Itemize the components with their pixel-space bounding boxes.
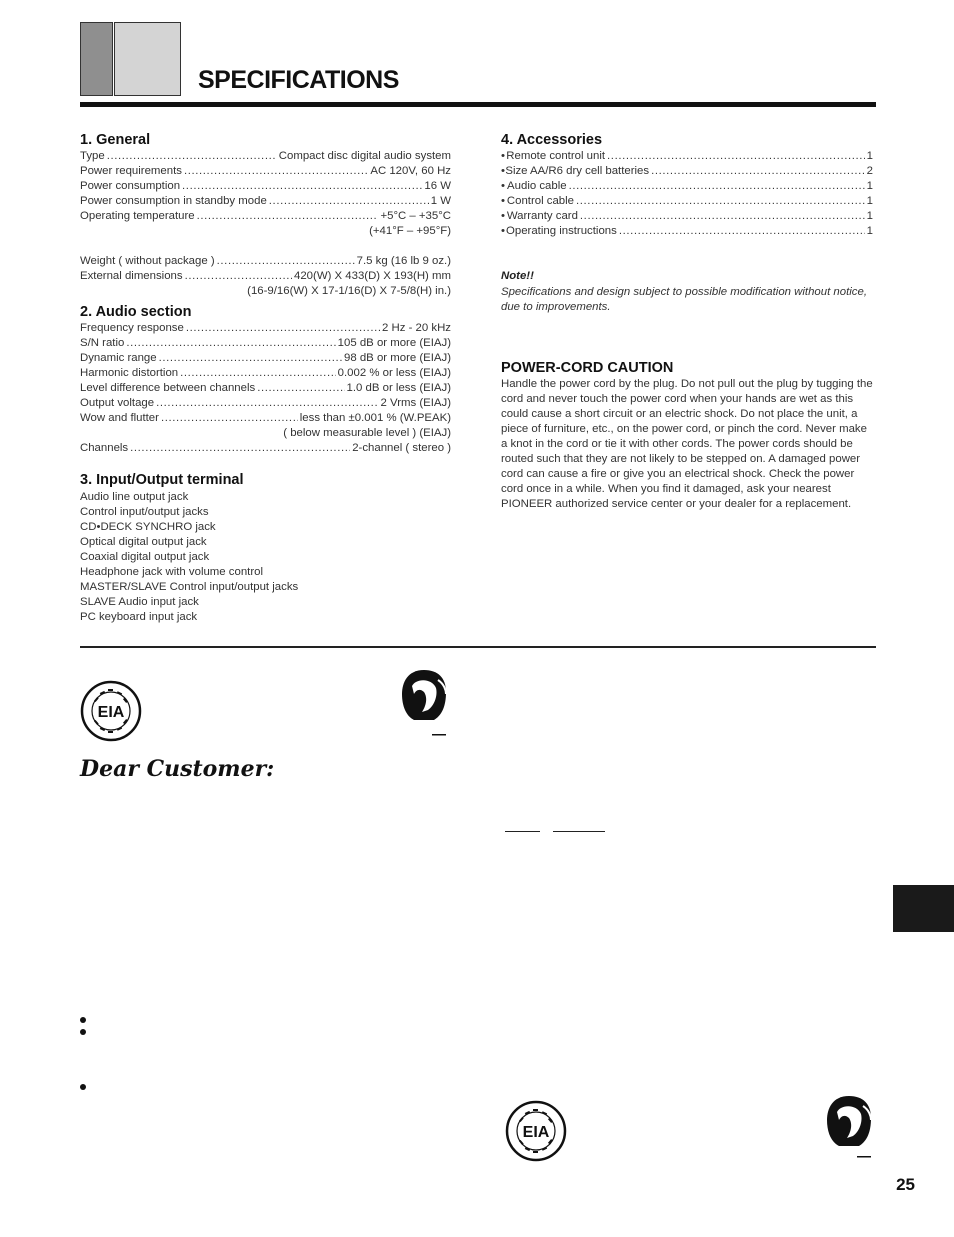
accessories-heading: 4. Accessories xyxy=(501,132,603,148)
spec-row xyxy=(80,351,451,366)
spec-label: Output voltage xyxy=(80,397,155,409)
spec-label: Power requirements xyxy=(80,165,182,177)
spec-value: AC 120V, 60 Hz xyxy=(370,165,451,177)
spec-row xyxy=(80,426,451,441)
page-title: SPECIFICATIONS xyxy=(198,66,399,94)
bullet-dot xyxy=(80,1029,86,1035)
spec-label: Wow and flutter xyxy=(80,412,159,424)
spec-value: ( below measurable level ) (EIAJ) xyxy=(283,427,451,439)
dot-leader xyxy=(580,209,865,224)
general-heading: 1. General xyxy=(80,132,151,148)
side-tab-marker xyxy=(893,885,954,932)
headphone-ear-icon xyxy=(398,666,450,738)
spec-row xyxy=(80,179,451,194)
accessory-quantity: 1 xyxy=(866,180,873,192)
bullet-marker: • xyxy=(501,195,505,207)
spec-value: 105 dB or more (EIAJ) xyxy=(337,337,451,349)
spec-label: Harmonic distortion xyxy=(80,367,179,379)
dot-leader xyxy=(576,194,865,209)
io-terminal-item: Audio line output jack xyxy=(80,491,189,503)
dot-leader xyxy=(607,149,865,164)
spec-value: 420(W) X 433(D) X 193(H) mm xyxy=(294,270,451,282)
spec-label: Weight ( without package ) xyxy=(80,255,215,267)
spec-row xyxy=(80,149,451,164)
io-terminal-item: SLAVE Audio input jack xyxy=(80,596,199,608)
spec-label: Dynamic range xyxy=(80,352,157,364)
dot-leader xyxy=(126,336,335,351)
spec-label: Operating temperature xyxy=(80,210,195,222)
dot-leader xyxy=(107,149,277,164)
audio-heading: 2. Audio section xyxy=(80,304,192,320)
accessory-row xyxy=(501,194,873,209)
spec-row xyxy=(80,411,451,426)
underline-mark xyxy=(505,831,540,832)
bullet-dot xyxy=(80,1084,86,1090)
accessory-label: Warranty card xyxy=(506,210,578,222)
accessory-label: Control cable xyxy=(506,195,575,207)
spec-value: less than ±0.001 % (W.PEAK) xyxy=(299,412,451,424)
io-terminal-item: Coaxial digital output jack xyxy=(80,551,210,563)
spec-value: 98 dB or more (EIAJ) xyxy=(344,352,451,364)
power-cord-caution-heading: POWER-CORD CAUTION xyxy=(501,360,674,376)
spec-value: +5°C – +35°C xyxy=(380,210,451,222)
bullet-marker: • xyxy=(501,150,505,162)
spec-value: 1.0 dB or less (EIAJ) xyxy=(346,382,451,394)
section-divider xyxy=(80,646,876,648)
io-terminal-item: Headphone jack with volume control xyxy=(80,566,263,578)
accessory-row xyxy=(501,209,873,224)
spec-label: Level difference between channels xyxy=(80,382,256,394)
spec-label: Frequency response xyxy=(80,322,184,334)
dot-leader xyxy=(185,269,292,284)
spec-row xyxy=(80,366,451,381)
io-terminal-item: Optical digital output jack xyxy=(80,536,207,548)
eia-logo-text: EIA xyxy=(522,1124,550,1141)
accessory-quantity: 2 xyxy=(866,165,873,177)
io-terminal-item: PC keyboard input jack xyxy=(80,611,198,623)
accessory-row xyxy=(501,179,873,194)
note-heading: Note!! xyxy=(501,270,534,282)
note-text: Specifications and design subject to possible modification without notice, due to improvements. xyxy=(501,286,867,313)
accessory-quantity: 1 xyxy=(866,210,873,222)
spec-row xyxy=(80,381,451,396)
eia-logo-text: EIA xyxy=(97,704,125,721)
spec-value: 0.002 % or less (EIAJ) xyxy=(337,367,451,379)
dot-leader xyxy=(619,224,865,239)
dot-leader xyxy=(159,351,342,366)
dot-leader xyxy=(197,209,379,224)
dot-leader xyxy=(130,441,350,456)
spec-row xyxy=(80,336,451,351)
accessory-label: Remote control unit xyxy=(506,150,606,162)
dot-leader xyxy=(184,164,368,179)
spec-value: 7.5 kg (16 lb 9 oz.) xyxy=(356,255,451,267)
spec-row xyxy=(80,284,451,299)
accessory-label: Operating instructions xyxy=(506,225,617,237)
dot-leader xyxy=(269,194,429,209)
accessory-quantity: 1 xyxy=(866,225,873,237)
dot-leader xyxy=(161,411,298,426)
accessory-quantity: 1 xyxy=(866,195,873,207)
spec-row xyxy=(80,209,451,224)
bullet-marker: • xyxy=(501,165,505,177)
accessory-row xyxy=(501,149,873,164)
spec-label: Power consumption in standby mode xyxy=(80,195,267,207)
dear-customer-heading: Dear Customer: xyxy=(80,756,275,782)
io-terminal-item: Control input/output jacks xyxy=(80,506,209,518)
spec-row xyxy=(80,321,451,336)
spec-value: Compact disc digital audio system xyxy=(278,150,451,162)
spec-label: Type xyxy=(80,150,105,162)
dot-leader xyxy=(156,396,378,411)
dot-leader xyxy=(651,164,865,179)
spec-row xyxy=(80,164,451,179)
dot-leader xyxy=(182,179,422,194)
spec-row xyxy=(80,396,451,411)
spec-label: Channels xyxy=(80,442,129,454)
spec-value: 2 Hz - 20 kHz xyxy=(382,322,451,334)
dot-leader xyxy=(257,381,344,396)
dot-leader xyxy=(186,321,380,336)
io-heading: 3. Input/Output terminal xyxy=(80,472,244,488)
spec-row xyxy=(80,224,451,239)
bullet-marker: • xyxy=(501,180,505,192)
spec-value: 16 W xyxy=(424,180,451,192)
spec-value: (16-9/16(W) X 17-1/16(D) X 7-5/8(H) in.) xyxy=(247,285,451,297)
headphone-ear-icon-bottom xyxy=(823,1092,875,1164)
eia-logo xyxy=(80,680,142,742)
spec-label: External dimensions xyxy=(80,270,183,282)
page-number: 25 xyxy=(896,1175,915,1194)
dot-leader xyxy=(217,254,355,269)
header-rule xyxy=(80,102,876,107)
spec-row xyxy=(80,441,451,456)
spec-value: 2 Vrms (EIAJ) xyxy=(380,397,451,409)
spec-row xyxy=(80,194,451,209)
accessory-quantity: 1 xyxy=(866,150,873,162)
spec-value: 1 W xyxy=(430,195,451,207)
spec-value: 2-channel ( stereo ) xyxy=(352,442,451,454)
dot-leader xyxy=(569,179,865,194)
spec-value: (+41°F – +95°F) xyxy=(369,225,451,237)
spec-row xyxy=(80,269,451,284)
spec-label: S/N ratio xyxy=(80,337,125,349)
spec-row xyxy=(80,254,451,269)
bullet-marker: • xyxy=(501,225,505,237)
bullet-dot xyxy=(80,1017,86,1023)
underline-mark xyxy=(553,831,605,832)
accessory-label: Audio cable xyxy=(507,180,567,192)
power-cord-caution-text: Handle the power cord by the plug. Do not pull out the plug by tugging the cord and never touch the power cord when your hands are wet as this could cause a short circuit or an electric shock. Do not place the unit, a piece of furniture, etc., on the power cord, or pinch the cord. Never make a knot in the cord or tie it with other cords. The power cords should be routed such that they are not likely to be stepped on. A damaged power cord can cause a fire or give you an electrical shock. Check the power cord once in a while. When you find it damaged, ask your nearest PIONEER authorized service center or your dealer for a replacement. xyxy=(501,378,873,510)
eia-logo-bottom xyxy=(505,1100,567,1162)
accessory-row xyxy=(501,164,873,179)
header-block-dark xyxy=(80,22,113,96)
dot-leader xyxy=(180,366,336,381)
bullet-marker: • xyxy=(501,210,505,222)
io-terminal-item: MASTER/SLAVE Control input/output jacks xyxy=(80,581,299,593)
io-terminal-item: CD•DECK SYNCHRO jack xyxy=(80,521,216,533)
header-block-light xyxy=(114,22,181,96)
accessory-label: Size AA/R6 dry cell batteries xyxy=(505,165,650,177)
accessory-row xyxy=(501,224,873,239)
spec-label: Power consumption xyxy=(80,180,181,192)
